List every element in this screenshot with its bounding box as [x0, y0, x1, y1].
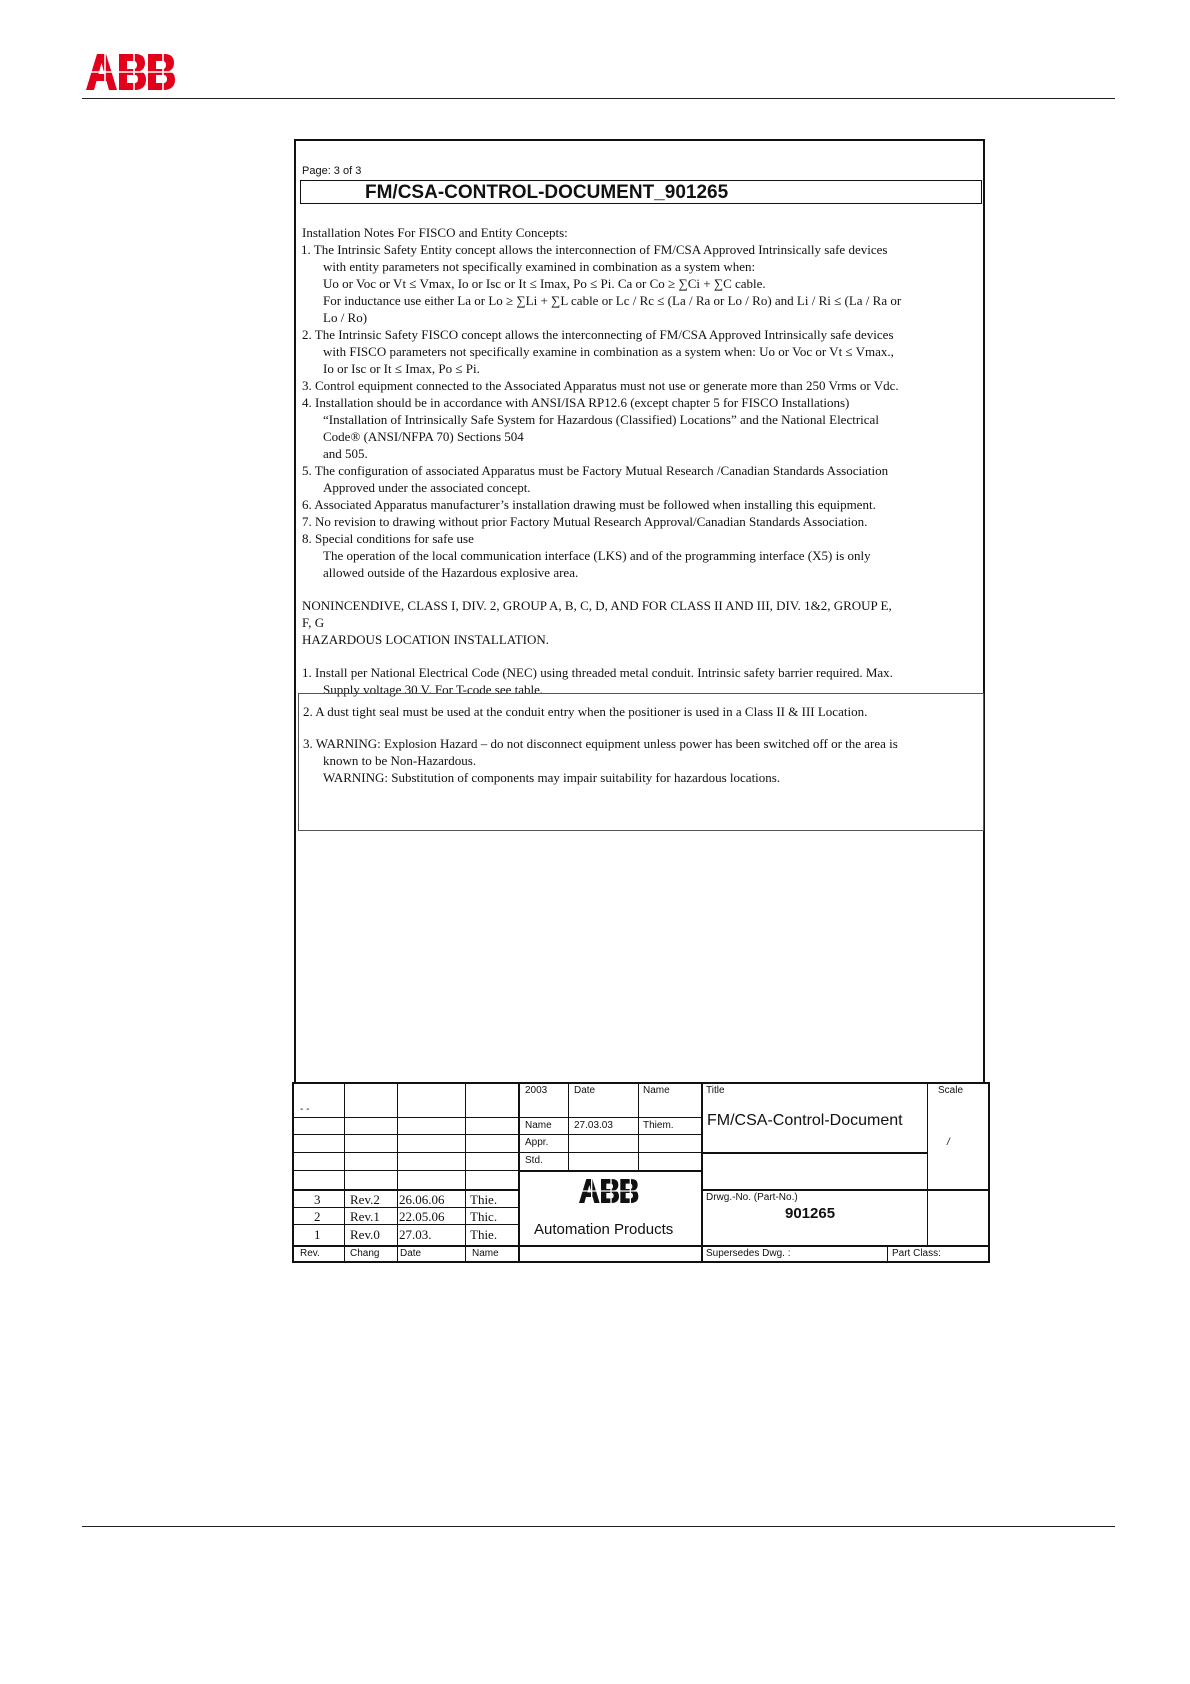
col-name: Name [472, 1248, 499, 1259]
control-document [294, 139, 985, 1084]
scale-header: Scale [938, 1085, 964, 1096]
text-line: and 505. [323, 446, 368, 461]
rev-date: 26.06.06 [399, 1192, 445, 1207]
text-line: 2. A dust tight seal must be used at the conduit entry when the positioner is used in a Class II & III Location. [303, 704, 868, 719]
text-line: 5. The configuration of associated Apparatus must be Factory Mutual Research /Canadian Standards Association [302, 463, 889, 478]
year: 2003 [525, 1085, 548, 1096]
text-line: with FISCO parameters not specifically examine in combination as a system when: Uo or Voc or Vt ≤ Vmax., [323, 344, 894, 359]
abb-logo-small [579, 1179, 639, 1203]
text-line: 3. Control equipment connected to the Associated Apparatus must not use or generate more than 250 Vrms or Vdc. [302, 378, 899, 393]
rev-change: Rev.2 [350, 1192, 380, 1207]
text-line: NONINCENDIVE, CLASS I, DIV. 2, GROUP A, B, C, D, AND FOR CLASS II AND III, DIV. 1&2, GROUP E, [302, 598, 892, 613]
text-line: Supply voltage 30 V. For T-code see table. [323, 682, 544, 697]
name-label: Name [525, 1120, 552, 1131]
col-date: Date [400, 1248, 422, 1259]
text-line: Io or Isc or It ≤ Imax, Po ≤ Pi. [323, 361, 480, 376]
col-change: Chang [350, 1248, 380, 1259]
rev-number: 3 [314, 1192, 321, 1207]
text-line: 8. Special conditions for safe use [302, 531, 474, 546]
text-line: For inductance use either La or Lo ≥ ∑Li + ∑L cable or Lc / Rc ≤ (La / Ra or Lo / Ro) and Li / Ri ≤ (La / Ra or [323, 293, 902, 308]
dash-mark: - - [300, 1104, 310, 1115]
header-rule [82, 98, 1115, 99]
footer-rule [82, 1526, 1115, 1527]
rev-name: Thie. [470, 1227, 498, 1242]
drawing-title: FM/CSA-Control-Document [707, 1112, 903, 1129]
text-line: HAZARDOUS LOCATION INSTALLATION. [302, 632, 550, 647]
text-line: F, G [302, 615, 325, 630]
title-block [292, 1082, 990, 1263]
text-line: 6. Associated Apparatus manufacturer’s installation drawing must be followed when installing this equipment. [302, 497, 876, 512]
text-line: 3. WARNING: Explosion Hazard – do not disconnect equipment unless power has been switched off or the area is [303, 736, 898, 751]
text-line: 4. Installation should be in accordance with ANSI/ISA RP12.6 (except chapter 5 for FISCO Installations) [302, 395, 850, 410]
text-line: WARNING: Substitution of components may impair suitability for hazardous locations. [323, 770, 781, 785]
rev-date: 22.05.06 [399, 1209, 445, 1224]
rev-number: 2 [314, 1209, 321, 1224]
text-line: Installation Notes For FISCO and Entity Concepts: [302, 225, 568, 240]
rev-number: 1 [314, 1227, 321, 1242]
name-header: Name [643, 1085, 670, 1096]
text-line: with entity parameters not specifically examined in combination as a system when: [323, 259, 756, 274]
supersedes-label: Supersedes Dwg. : [706, 1248, 791, 1259]
appr-label: Appr. [525, 1137, 549, 1148]
scale-value: / [947, 1137, 950, 1148]
text-line: The operation of the local communication interface (LKS) and of the programming interface (X5) is only [323, 548, 871, 563]
text-line: allowed outside of the Hazardous explosive area. [323, 565, 579, 580]
text-line: 1. Install per National Electrical Code (NEC) using threaded metal conduit. Intrinsic safety barrier required. Max. [302, 665, 893, 680]
part-class-label: Part Class: [892, 1248, 941, 1259]
rev-name: Thic. [470, 1209, 498, 1224]
warning-box [298, 693, 984, 831]
document-title: FM/CSA-CONTROL-DOCUMENT_901265 [365, 182, 729, 203]
date-header: Date [574, 1085, 596, 1096]
text-line: Approved under the associated concept. [323, 480, 531, 495]
drawing-number-label: Drwg.-No. (Part-No.) [706, 1192, 798, 1203]
page-number: Page: 3 of 3 [302, 165, 362, 177]
text-line: “Installation of Intrinsically Safe System for Hazardous (Classified) Locations” and the National Electrical [323, 412, 879, 427]
text-line: Uo or Voc or Vt ≤ Vmax, Io or Isc or It ≤ Imax, Po ≤ Pi. Ca or Co ≥ ∑Ci + ∑C cable. [323, 276, 766, 291]
text-line: Lo / Ro) [323, 310, 368, 325]
rev-change: Rev.1 [350, 1209, 380, 1224]
rev-date: 27.03. [399, 1227, 432, 1242]
title-header: Title [706, 1085, 725, 1096]
text-line: 7. No revision to drawing without prior Factory Mutual Research Approval/Canadian Standards Association. [302, 514, 868, 529]
rev-name: Thie. [470, 1192, 498, 1207]
text-line: 2. The Intrinsic Safety FISCO concept allows the interconnecting of FM/CSA Approved Intrinsically safe devices [302, 327, 894, 342]
col-rev: Rev. [300, 1248, 320, 1259]
std-label: Std. [525, 1155, 543, 1166]
rev-change: Rev.0 [350, 1227, 380, 1242]
date-value: 27.03.03 [574, 1120, 613, 1131]
document-title-box [300, 180, 982, 204]
name-value: Thiem. [643, 1120, 674, 1131]
text-line: Code® (ANSI/NFPA 70) Sections 504 [323, 429, 524, 444]
drawing-number: 901265 [785, 1205, 836, 1222]
text-line: known to be Non-Hazardous. [323, 753, 477, 768]
text-line: 1. The Intrinsic Safety Entity concept allows the interconnection of FM/CSA Approved Intrinsically safe devices [301, 242, 888, 257]
abb-logo [86, 54, 176, 90]
company-name: Automation Products [534, 1221, 674, 1238]
